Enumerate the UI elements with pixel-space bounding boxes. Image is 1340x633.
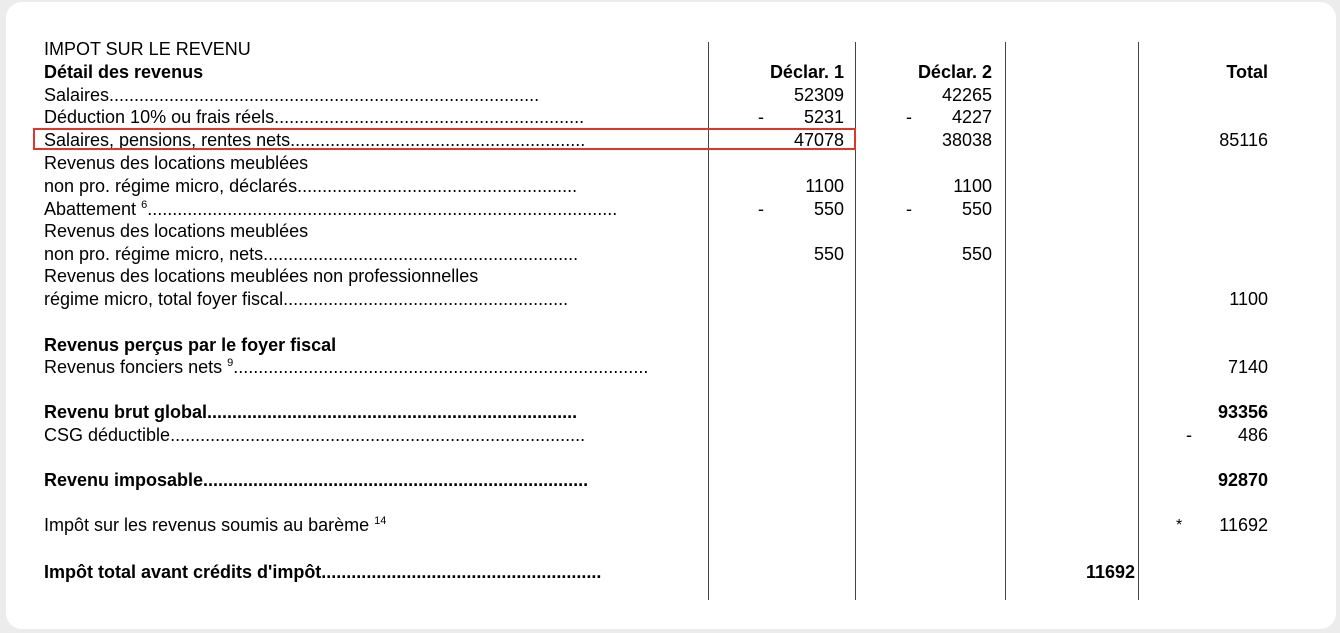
row-label: Revenu brut global.......................................................................... — [44, 402, 578, 422]
row-label: Revenus des locations meublées — [44, 221, 309, 241]
declar2-value: 1100 — [953, 176, 992, 196]
table-row — [0, 356, 1340, 379]
minus-sign: - — [758, 107, 764, 127]
total-value: 486 — [1237, 425, 1268, 445]
leader-dots: .............................................................................................. — [147, 199, 618, 219]
table-row — [0, 175, 1340, 198]
page-title: IMPOT SUR LE REVENU — [44, 39, 251, 59]
table-row — [0, 514, 1340, 537]
row-label: CSG déductible................................................................................... — [44, 425, 586, 445]
row-label — [44, 356, 700, 379]
row-label-text: Abattement — [44, 199, 137, 219]
declar1-value: 550 — [813, 244, 844, 264]
footnote-ref: 6 — [141, 199, 148, 211]
table-row — [0, 424, 1340, 447]
minus-sign: - — [1186, 425, 1192, 445]
row-label: Revenus des locations meublées non professionnelles — [44, 266, 479, 286]
declar1-value: 550 — [813, 199, 844, 219]
row-label — [44, 514, 700, 537]
column-header-declar2: Déclar. 2 — [917, 62, 992, 82]
row-label: Impôt total avant crédits d'impôt........................................................ — [44, 562, 602, 582]
minus-sign: - — [758, 199, 764, 219]
row-label — [44, 198, 700, 221]
row-label: Salaires, pensions, rentes nets........................................................... — [44, 130, 586, 150]
table-row — [0, 198, 1340, 221]
column-header-total: Total — [1226, 62, 1268, 82]
table-row — [0, 106, 1340, 129]
footnote-ref: 9 — [227, 357, 234, 369]
total-value: 93356 — [1217, 402, 1268, 422]
declar1-value: 47078 — [793, 130, 844, 150]
declar1-value: 5231 — [803, 107, 844, 127]
leader-dots: ................................................................................... — [233, 357, 649, 377]
table-row — [0, 469, 1340, 492]
row-label: Salaires...................................................................................... — [44, 85, 540, 105]
table-row — [0, 561, 1340, 584]
declar1-value: 1100 — [805, 176, 844, 196]
header-row — [0, 61, 1340, 84]
minus-sign: - — [906, 199, 912, 219]
declar2-value: 38038 — [941, 130, 992, 150]
row-label: non pro. régime micro, déclarés........................................................ — [44, 176, 578, 196]
table-row — [0, 265, 1340, 288]
row-label: régime micro, total foyer fiscal......................................................... — [44, 289, 569, 309]
row-label: Revenu imposable............................................................................. — [44, 470, 589, 490]
column-header-declar1: Déclar. 1 — [769, 62, 844, 82]
table-row — [0, 84, 1340, 107]
table-row — [0, 288, 1340, 311]
table-row — [0, 243, 1340, 266]
footnote-ref: 14 — [374, 515, 387, 527]
row-label-text: Impôt sur les revenus soumis au barème — [44, 515, 370, 535]
declar2-value: 550 — [961, 199, 992, 219]
declar2-value: 42265 — [941, 85, 992, 105]
row-label: Revenus des locations meublées — [44, 153, 309, 173]
table-row — [0, 152, 1340, 175]
section-heading: Détail des revenus — [44, 62, 204, 82]
total-value: 1100 — [1229, 289, 1268, 309]
asterisk-marker: * — [1176, 517, 1183, 534]
total-value: 92870 — [1217, 470, 1268, 490]
table-row — [0, 401, 1340, 424]
total-value: 11692 — [1219, 515, 1268, 535]
section-heading: Revenus perçus par le foyer fiscal — [44, 335, 337, 355]
section-heading-row — [0, 334, 1340, 357]
declar2-value: 4227 — [951, 107, 992, 127]
total-value: 7140 — [1227, 357, 1268, 377]
table-row — [0, 220, 1340, 243]
row-label-text: Revenus fonciers nets — [44, 357, 223, 377]
row-label: Déduction 10% ou frais réels.............................................................. — [44, 107, 585, 127]
declar1-value: 52309 — [793, 85, 844, 105]
column3-value: 11692 — [1085, 562, 1135, 582]
declar2-value: 550 — [961, 244, 992, 264]
title-row — [0, 38, 1340, 61]
minus-sign: - — [906, 107, 912, 127]
row-label: non pro. régime micro, nets............................................................... — [44, 244, 579, 264]
highlight-box — [33, 128, 856, 150]
total-value: 85116 — [1219, 130, 1268, 150]
